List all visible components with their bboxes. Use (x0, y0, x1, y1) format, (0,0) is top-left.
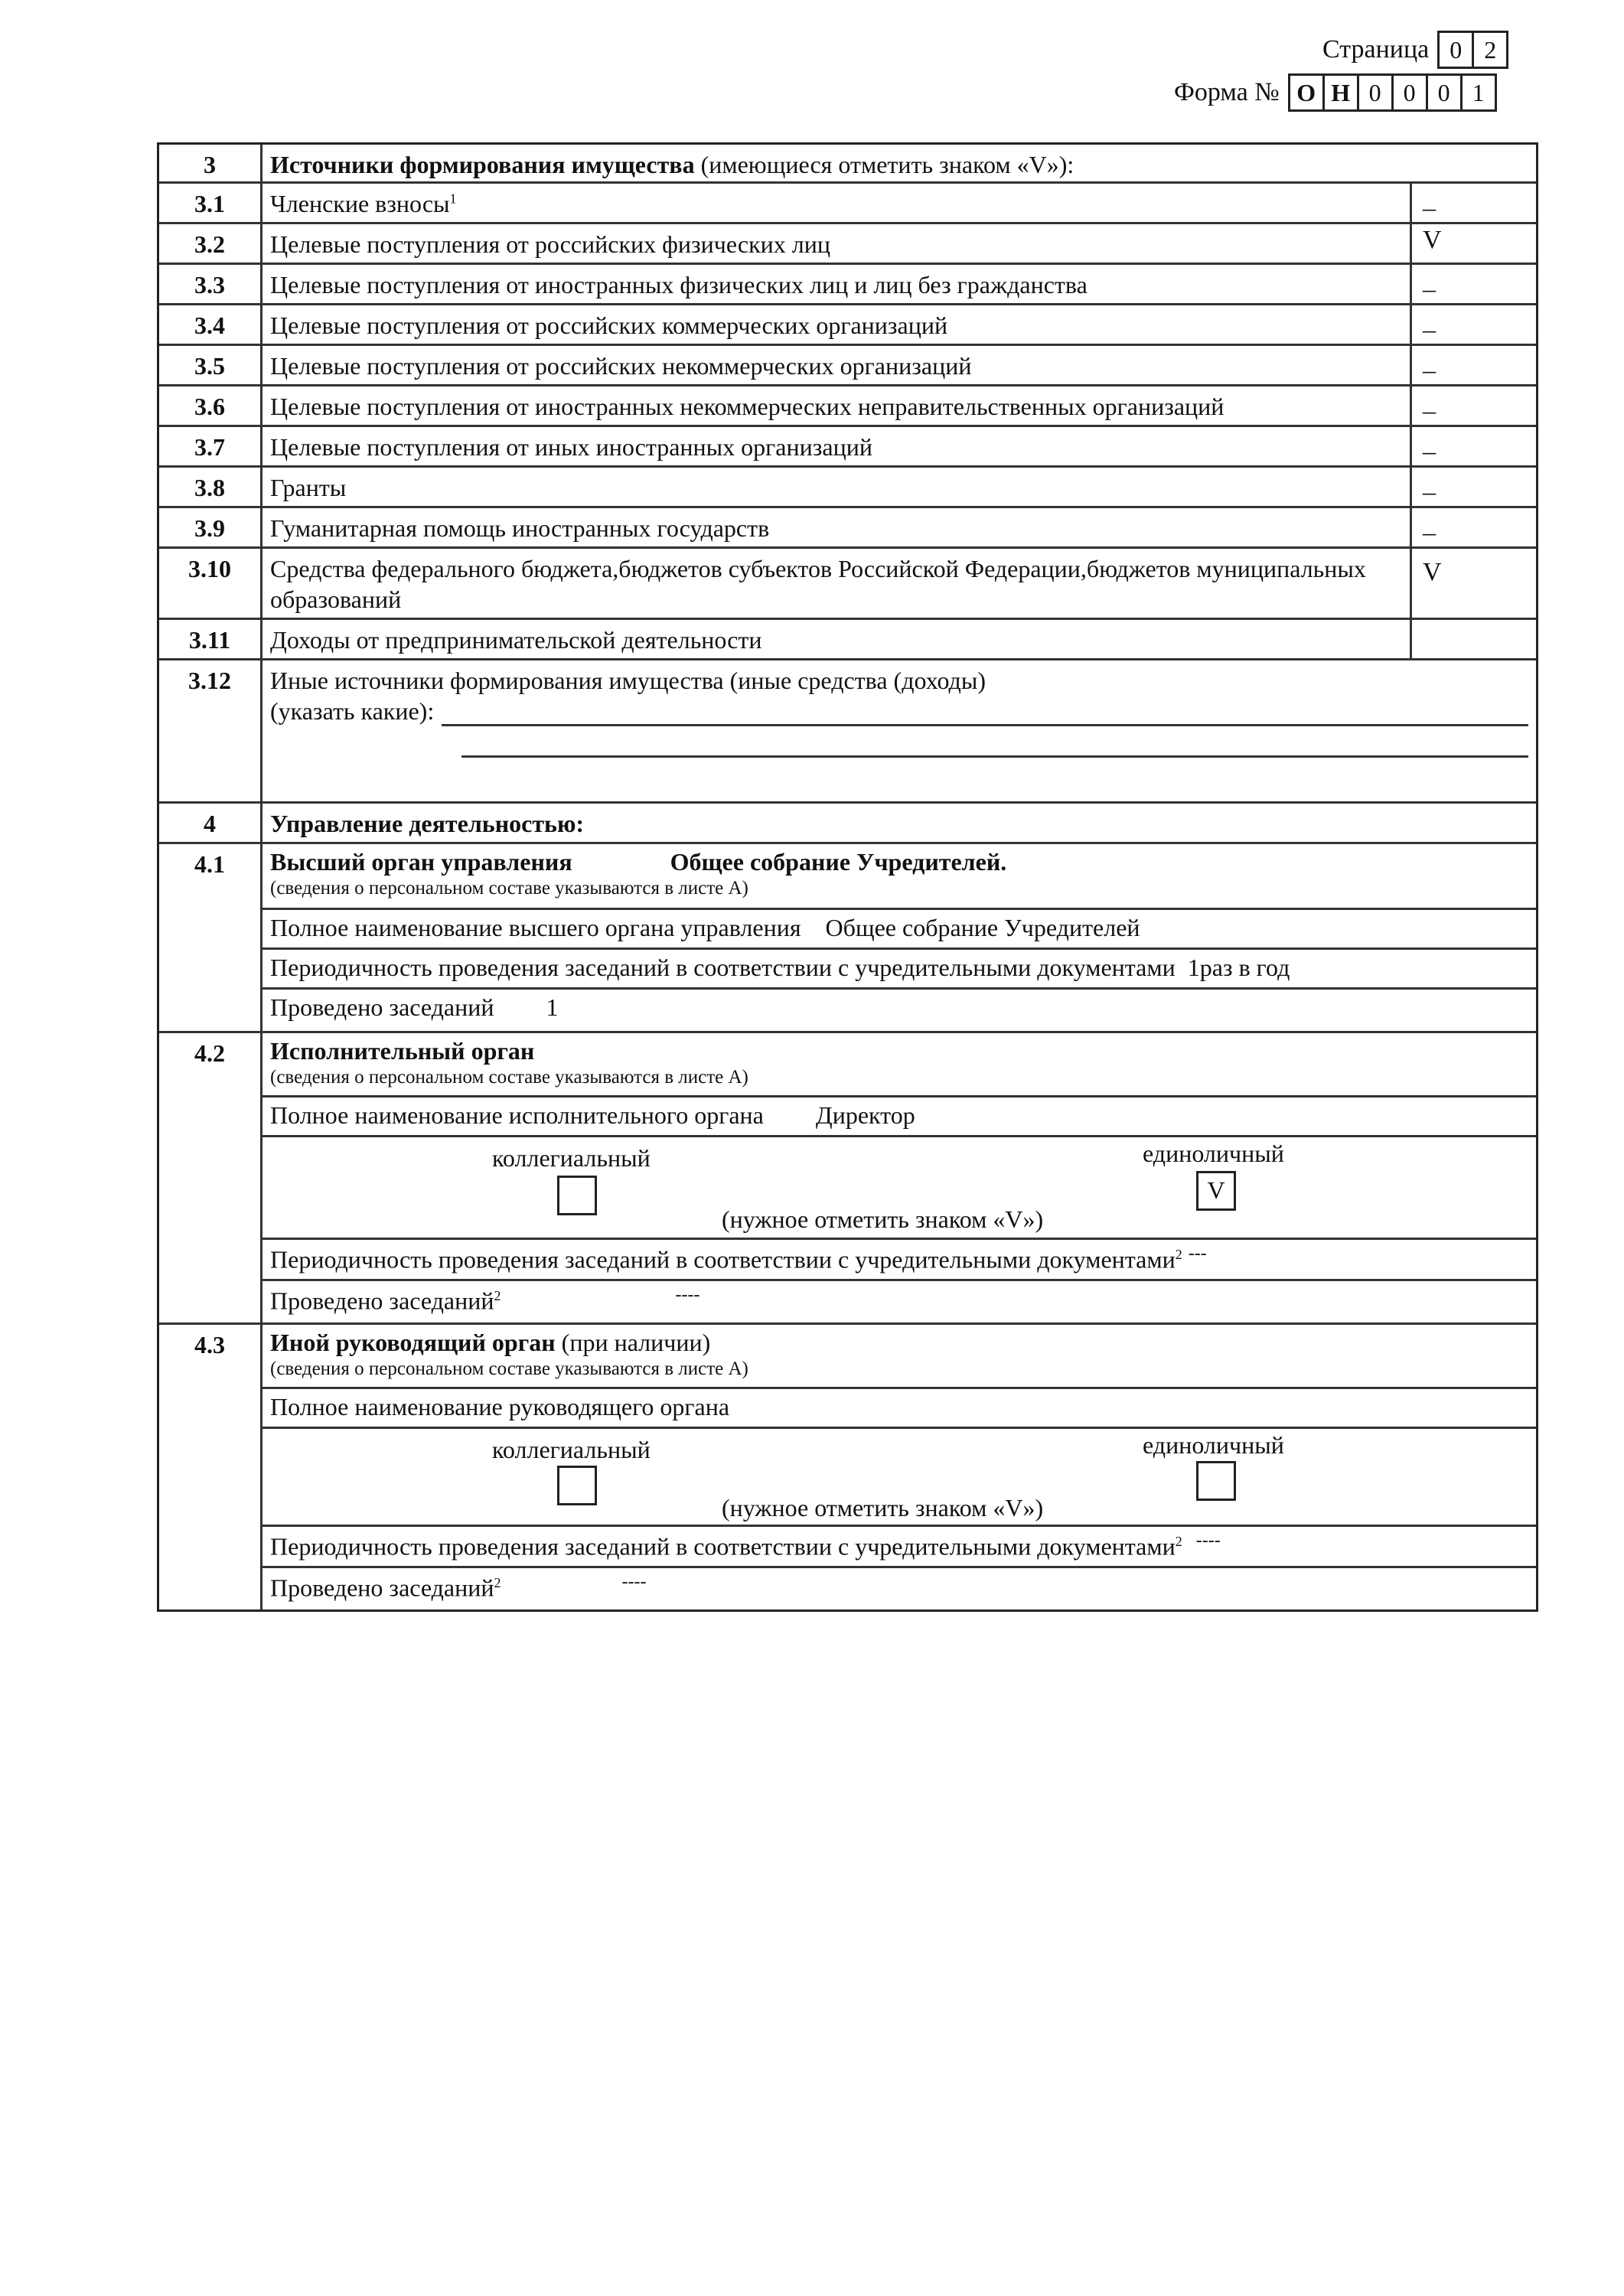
field-label: Периодичность проведения заседаний в соответствии с учредительными документами (270, 954, 1176, 981)
row-number: 3.12 (159, 660, 263, 801)
page-label: Страница (1322, 35, 1430, 64)
field-label: Проведено заседаний (270, 993, 494, 1021)
source-mark[interactable]: V (1410, 224, 1536, 263)
field-value: ---- (675, 1285, 700, 1305)
field-value: Директор (815, 1101, 915, 1129)
form-code-char: Н (1322, 73, 1359, 112)
row-number: 4.1 (159, 844, 263, 1031)
row-label: Целевые поступления от российских некоммерческих организаций (270, 352, 972, 380)
sole-label: единоличный (1143, 1140, 1284, 1167)
row-label: Гранты (270, 474, 347, 501)
mark-instruction: (нужное отметить знаком «V») (722, 1494, 1044, 1521)
source-row (159, 265, 1536, 305)
form-code-char: 1 (1460, 73, 1497, 112)
form-code-char: 0 (1426, 73, 1463, 112)
collegial-checkbox[interactable] (557, 1176, 597, 1215)
footnote-mark: 1 (449, 191, 457, 207)
form-code-char: 0 (1391, 73, 1428, 112)
row-number: 3.11 (159, 620, 263, 658)
field-label: Проведено заседаний (270, 1574, 494, 1602)
source-row (159, 184, 1536, 224)
page-digit: 0 (1437, 31, 1474, 69)
field-label: Полное наименование руководящего органа (270, 1393, 730, 1420)
source-mark[interactable]: _ (1410, 305, 1536, 344)
source-mark[interactable]: _ (1410, 386, 1536, 425)
field-label: Периодичность проведения заседаний в соответствии с учредительными документами (270, 1532, 1176, 1561)
field-value: 1раз в год (1187, 954, 1290, 981)
source-row (159, 427, 1536, 468)
row-number: 4.3 (159, 1325, 263, 1609)
subsection-title: Иной руководящий орган (270, 1329, 556, 1356)
other-sources-input-line[interactable] (461, 732, 1528, 758)
other-sources-input-line[interactable] (442, 701, 1528, 726)
personnel-note: (сведения о персональном составе указываются в листе А) (270, 1067, 748, 1088)
row-number: 3.2 (159, 224, 263, 263)
body-type-choice (263, 1429, 1536, 1527)
sole-label: единоличный (1143, 1431, 1284, 1459)
source-mark[interactable]: _ (1410, 427, 1536, 465)
page-digit: 2 (1472, 31, 1508, 69)
mark-instruction: (нужное отметить знаком «V») (722, 1205, 1044, 1233)
section-number: 4 (159, 804, 263, 842)
personnel-note: (сведения о персональном составе указываются в листе А) (270, 878, 748, 899)
row-label: Членские взносы (270, 190, 450, 217)
row-number: 3.5 (159, 346, 263, 384)
collegial-label: коллегиальный (492, 1144, 651, 1172)
row-label: Целевые поступления от российских коммерческих организаций (270, 311, 948, 339)
row-number: 3.9 (159, 508, 263, 546)
row-label: (указать какие): (270, 697, 435, 725)
section-number: 3 (159, 145, 263, 181)
source-mark[interactable] (1410, 620, 1536, 658)
row-label: Средства федерального бюджета,бюджетов субъектов Российской Федерации,бюджетов муниципальных образований (270, 555, 1366, 613)
field-value: ---- (1195, 1531, 1221, 1551)
sole-checkbox[interactable]: V (1196, 1171, 1236, 1211)
source-row (159, 305, 1536, 346)
row-label: Иные источники формирования имущества (иные средства (доходы) (270, 667, 986, 694)
source-row (159, 508, 1536, 549)
subsection-title: Высший орган управления (270, 848, 572, 876)
subsection-4-2 (159, 1033, 1536, 1325)
footnote-mark: 2 (1175, 1247, 1182, 1262)
source-mark[interactable]: V (1410, 549, 1536, 618)
source-row (159, 549, 1536, 620)
body-type-choice (263, 1137, 1536, 1240)
section-3-header (159, 145, 1536, 184)
source-mark[interactable]: _ (1410, 468, 1536, 506)
row-label: Гуманитарная помощь иностранных государств (270, 514, 770, 542)
footnote-mark: 2 (494, 1575, 501, 1590)
field-label: Проведено заседаний (270, 1287, 494, 1315)
source-row (159, 468, 1536, 508)
source-mark[interactable]: _ (1410, 184, 1536, 222)
row-label: Целевые поступления от российских физических лиц (270, 230, 830, 258)
subsection-title-note: (при наличии) (561, 1329, 711, 1356)
source-row (159, 224, 1536, 265)
footnote-mark: 2 (494, 1288, 501, 1303)
field-value: ---- (621, 1572, 647, 1592)
row-number: 3.3 (159, 265, 263, 303)
form-table (157, 142, 1538, 1612)
field-value: --- (1188, 1244, 1207, 1264)
source-row (159, 620, 1536, 660)
supreme-body-value: Общее собрание Учредителей. (670, 848, 1007, 876)
section-4-header (159, 804, 1536, 844)
source-mark[interactable]: _ (1410, 508, 1536, 546)
sole-checkbox[interactable] (1196, 1461, 1236, 1501)
field-value: Общее собрание Учредителей (825, 914, 1140, 941)
collegial-label: коллегиальный (492, 1436, 651, 1463)
other-sources-row (159, 660, 1536, 804)
row-number: 3.7 (159, 427, 263, 465)
form-number-block (1174, 73, 1497, 112)
source-mark[interactable]: _ (1410, 346, 1536, 384)
field-label: Периодичность проведения заседаний в соответствии с учредительными документами (270, 1245, 1176, 1274)
form-label: Форма № (1174, 78, 1280, 106)
subsection-4-1 (159, 844, 1536, 1033)
field-label: Полное наименование исполнительного органа (270, 1101, 764, 1129)
footnote-mark: 2 (1175, 1534, 1182, 1549)
row-number: 3.1 (159, 184, 263, 222)
field-value: 1 (546, 993, 559, 1021)
section-title: Источники формирования имущества (270, 151, 695, 178)
page-number-block (1322, 31, 1508, 69)
subsection-title: Исполнительный орган (270, 1037, 535, 1065)
row-number: 4.2 (159, 1033, 263, 1322)
row-number: 3.10 (159, 549, 263, 618)
field-label: Полное наименование высшего органа управления (270, 914, 801, 941)
row-label: Целевые поступления от иностранных физических лиц и лиц без гражданства (270, 271, 1088, 298)
personnel-note: (сведения о персональном составе указываются в листе А) (270, 1358, 748, 1380)
source-row (159, 346, 1536, 386)
row-label: Целевые поступления от иных иностранных организаций (270, 433, 872, 461)
section-title: Управление деятельностью: (270, 810, 585, 837)
row-label: Доходы от предпринимательской деятельности (270, 626, 762, 654)
row-number: 3.4 (159, 305, 263, 344)
subsection-4-3 (159, 1325, 1536, 1609)
row-number: 3.6 (159, 386, 263, 425)
source-row (159, 386, 1536, 427)
row-number: 3.8 (159, 468, 263, 506)
section-title-note: (имеющиеся отметить знаком «V»): (700, 151, 1075, 178)
collegial-checkbox[interactable] (557, 1466, 597, 1505)
row-label: Целевые поступления от иностранных некоммерческих неправительственных организаций (270, 393, 1225, 420)
form-code-char: 0 (1357, 73, 1394, 112)
source-mark[interactable]: _ (1410, 265, 1536, 303)
form-code-char: О (1288, 73, 1325, 112)
